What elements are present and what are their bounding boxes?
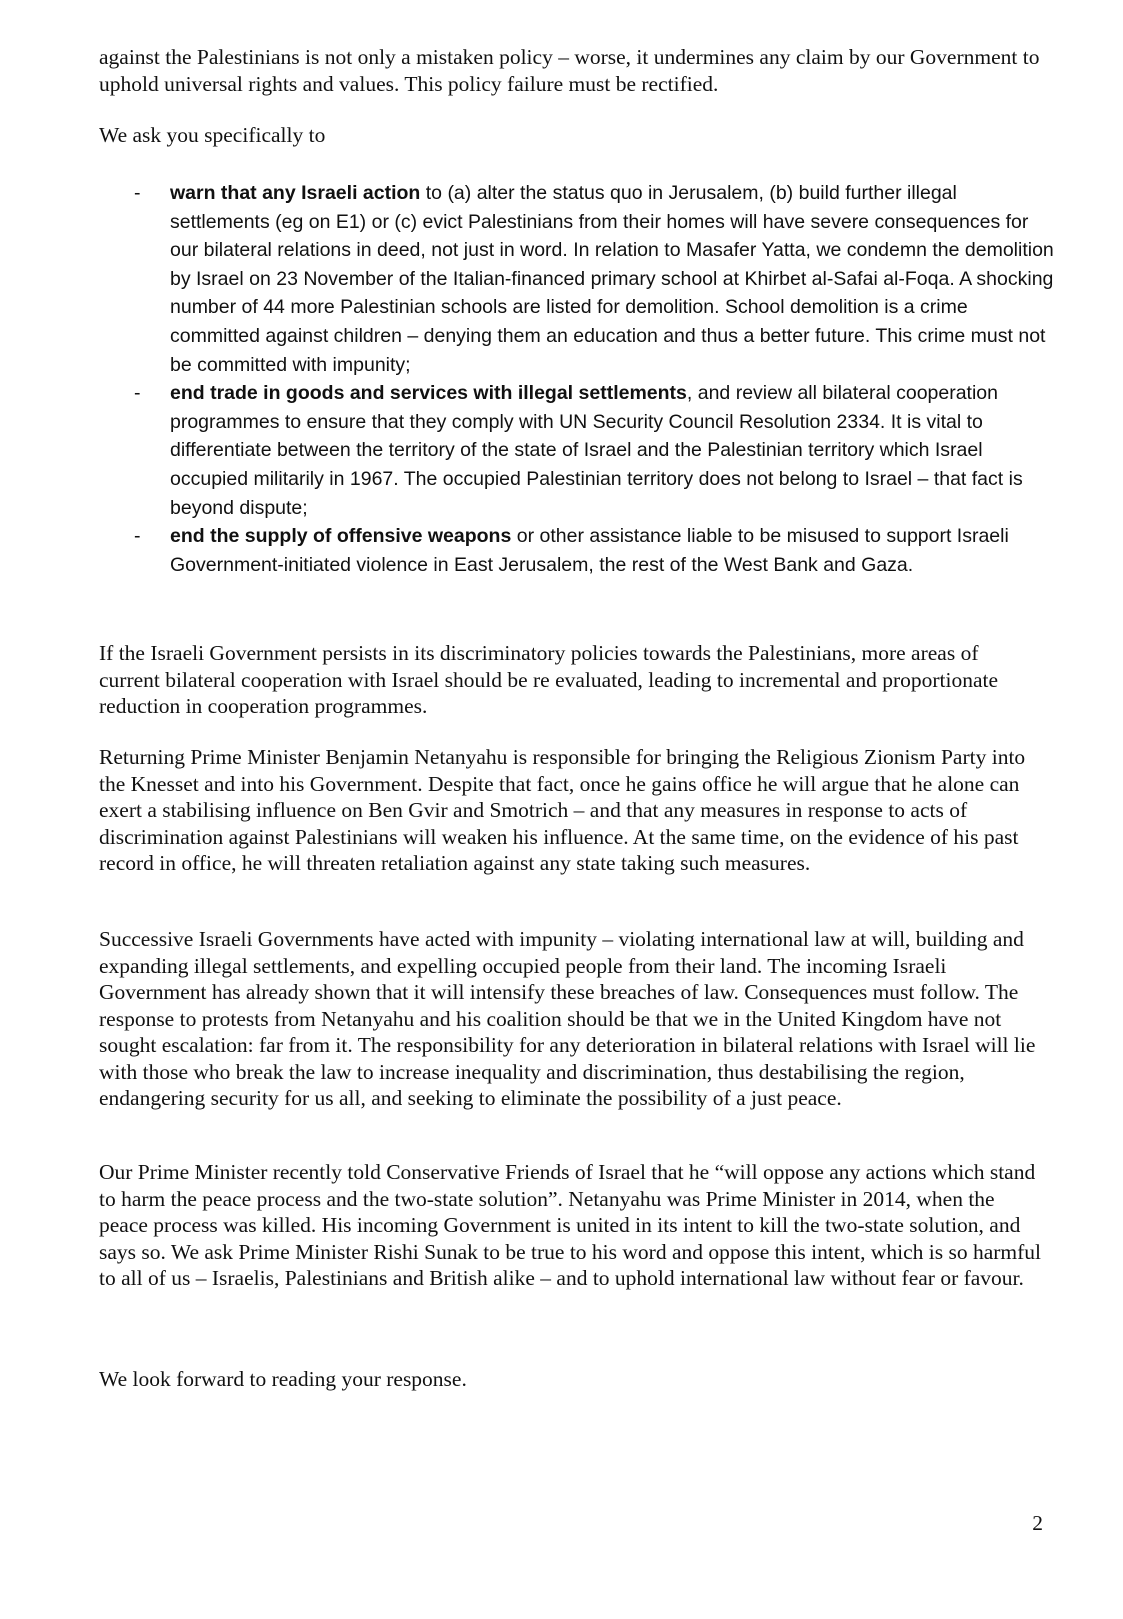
paragraph-netanyahu: Returning Prime Minister Benjamin Netanyahu is responsible for bringing the Religious Zionism Party into the Knesset and into his Government. Despite that fact, once he gains office he will argue that he alone can exert a stabilising influence on Ben Gvir and Smotrich – and that any measures in response to acts of discrimination against Palestinians will weaken his influence. At the same time, on the evidence of his past record in office, he will threaten retaliation against any state taking such measures. xyxy=(99,745,1026,875)
request-item-warn xyxy=(99,179,1059,379)
request-item-weapons xyxy=(99,522,1059,579)
request-item-trade xyxy=(99,379,1059,522)
paragraph-cooperation: If the Israeli Government persists in its discriminatory policies towards the Palestinians, more areas of current bilateral cooperation with Israel should be re evaluated, leading to incremental and proportionate reduction in cooperation programmes. xyxy=(99,641,999,718)
ask-intro: We ask you specifically to xyxy=(99,123,326,147)
paragraph-prime-minister: Our Prime Minister recently told Conservative Friends of Israel that he “will oppose any actions which stand to harm the peace process and the two-state solution”. Netanyahu was Prime Minister in 2014, when the peace process was killed. His incoming Government is united in its intent to kill the two-state solution, and says so. We ask Prime Minister Rishi Sunak to be true to his word and oppose this intent, which is so harmful to all of us – Israelis, Palestinians and British alike – and to uphold international law without fear or favour. xyxy=(99,1160,1042,1290)
request-list xyxy=(99,179,1059,579)
request-heading: warn that any Israeli action xyxy=(170,182,421,204)
request-text: or other assistance liable to be misused to support Israeli Government-initiated violence in East Jerusalem, the rest of the West Bank and Gaza. xyxy=(170,525,1009,576)
intro-paragraph: against the Palestinians is not only a mistaken policy – worse, it undermines any claim by our Government to uphold universal rights and values. This policy failure must be rectified. xyxy=(99,45,1040,96)
bullet-dash: - xyxy=(134,525,141,548)
bullet-dash: - xyxy=(134,382,141,405)
closing-line: We look forward to reading your response. xyxy=(99,1367,467,1391)
paragraph-impunity: Successive Israeli Governments have acted with impunity – violating international law at will, building and expanding illegal settlements, and expelling occupied people from their land. The incoming Israeli Government has already shown that it will intensify these breaches of law. Consequences must follow. The response to protests from Netanyahu and his coalition should be that we in the United Kingdom have not sought escalation: far from it. The responsibility for any deterioration in bilateral relations with Israel will lie with those who break the law to increase inequality and discrimination, thus destabilising the region, endangering security for us all, and seeking to eliminate the possibility of a just peace. xyxy=(99,927,1036,1110)
request-heading: end trade in goods and services with illegal settlements xyxy=(170,382,687,405)
page-number: 2 xyxy=(1032,1511,1043,1535)
request-text: , and review all bilateral cooperation programmes to ensure that they comply with UN Security Council Resolution 2334. It is vital to differentiate between the territory of the state of Israel and the Palestinian territory which Israel occupied militarily in 1967. The occupied Palestinian territory does not belong to Israel – that fact is beyond dispute; xyxy=(170,382,1023,519)
request-text: to (a) alter the status quo in Jerusalem, (b) build further illegal settlements (eg on E1) or (c) evict Palestinians from their homes will have severe consequences for our bilateral relations in deed, not just in word. In relation to Masafer Yatta, we condemn the demolition by Israel on 23 November of the Italian-financed primary school at Khirbet al-Safai al-Foqa. A shocking number of 44 more Palestinian schools are listed for demolition. School demolition is a crime committed against children – denying them an education and thus a better future. This crime must not be committed with impunity; xyxy=(170,182,1054,376)
bullet-dash: - xyxy=(134,182,141,204)
request-heading: end the supply of offensive weapons xyxy=(170,525,512,548)
